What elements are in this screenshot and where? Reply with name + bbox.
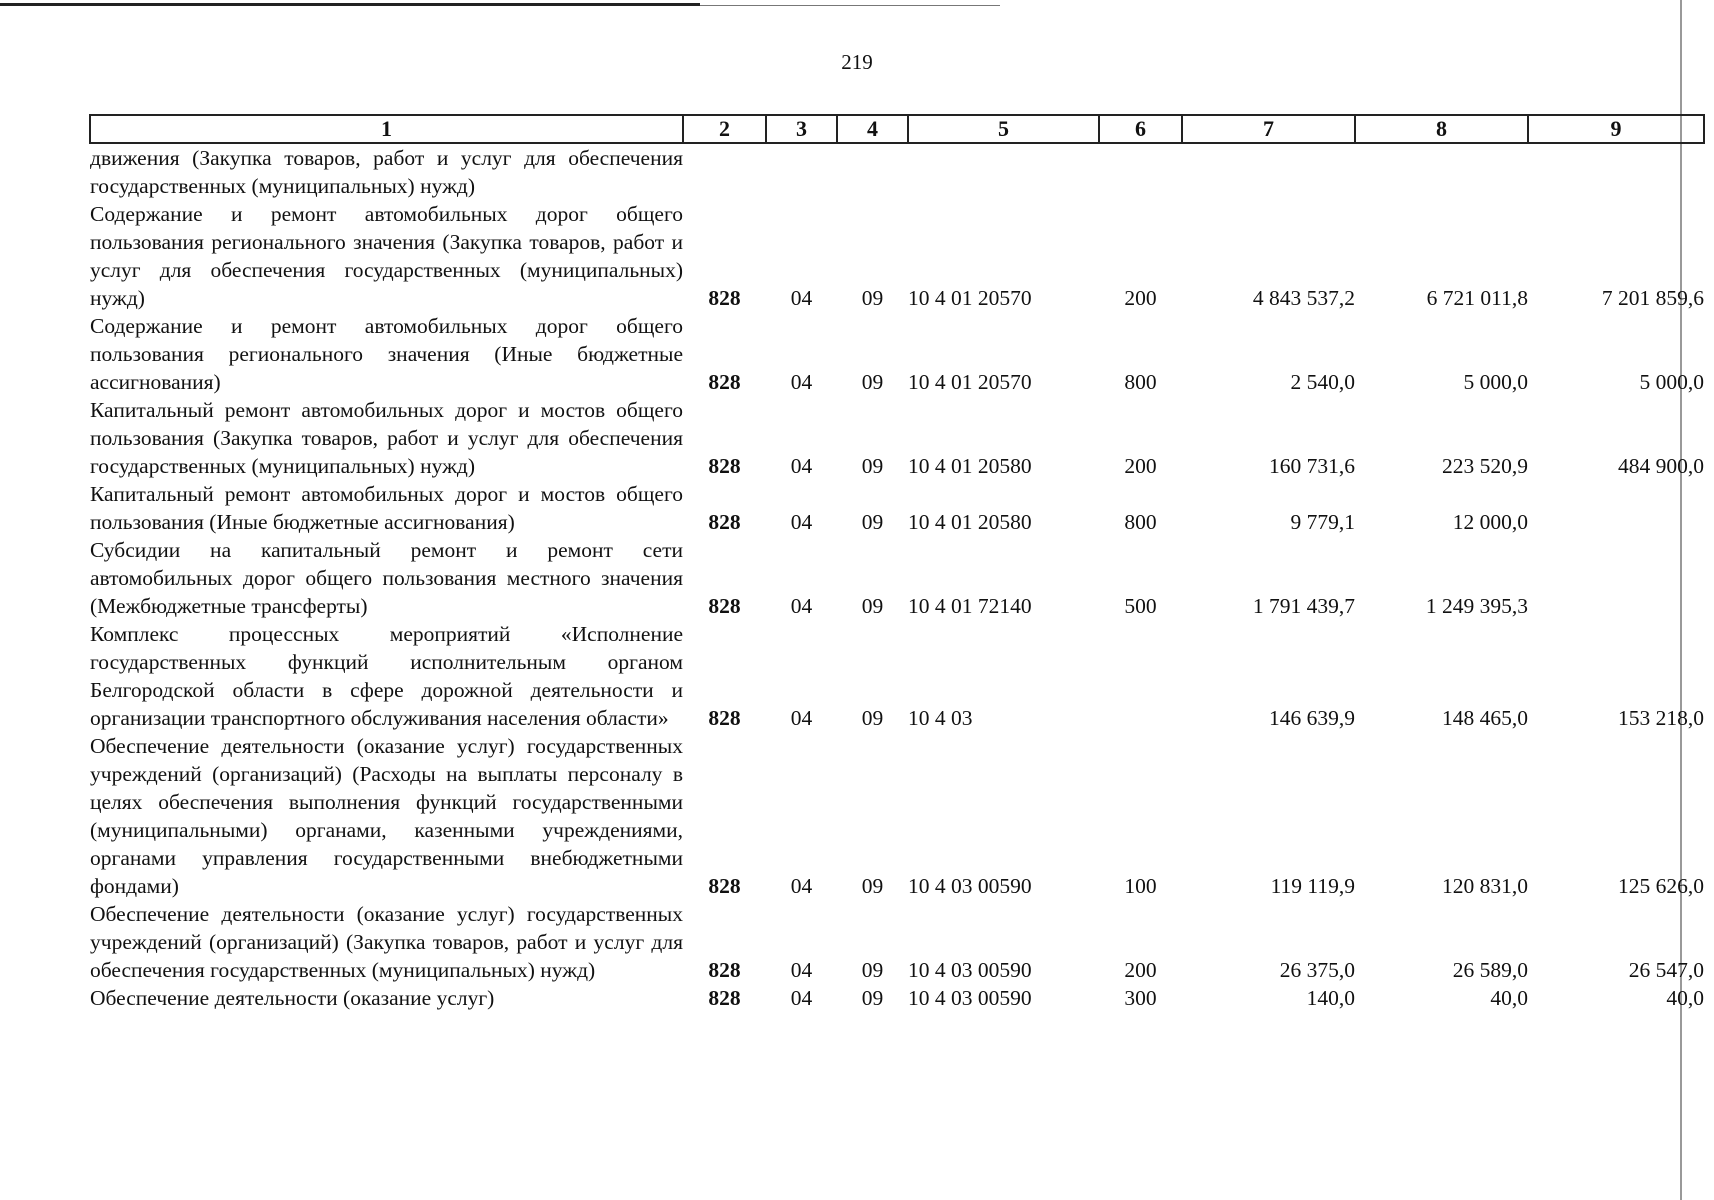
table-row	[90, 480, 1704, 536]
admin-code: 828	[708, 958, 741, 982]
amount-col-7: 146 639,9	[1269, 706, 1355, 730]
amount-col-8: 12 000,0	[1452, 510, 1528, 534]
subsection-code: 09	[861, 874, 884, 898]
table-row	[90, 312, 1704, 396]
amount-col-8: 5 000,0	[1463, 370, 1528, 394]
amount-col-9: 5 000,0	[1639, 370, 1704, 394]
target-article-code: 10 4 01 72140	[908, 594, 1032, 618]
target-article-code: 10 4 01 20580	[908, 454, 1032, 478]
section-code: 04	[790, 986, 813, 1010]
expense-type-code: 800	[1124, 510, 1157, 534]
section-code: 04	[790, 286, 813, 310]
target-article-code: 10 4 03 00590	[908, 958, 1032, 982]
section-code: 04	[790, 594, 813, 618]
expense-type-code: 800	[1124, 370, 1157, 394]
section-code: 04	[790, 958, 813, 982]
row-description: Обеспечение деятельности (оказание услуг) государственных учреждений (организаций) (Расходы на выплаты персоналу в целях обеспечения выполнения функций государственными (муниципальными) органами, казенными учреждениями, органами управления государственными внебюджетными фондами)	[90, 734, 683, 898]
amount-col-7: 140,0	[1306, 986, 1355, 1010]
amount-col-9: 153 218,0	[1618, 706, 1704, 730]
subsection-code: 09	[861, 706, 884, 730]
section-code: 04	[790, 454, 813, 478]
amount-col-9	[1528, 143, 1704, 200]
expense-type-code	[1099, 620, 1182, 732]
amount-col-7: 119 119,9	[1270, 874, 1355, 898]
budget-table	[89, 114, 1705, 1012]
table-row	[90, 396, 1704, 480]
header-col-3: 3	[766, 115, 837, 143]
target-article-code	[908, 143, 1099, 200]
row-description: Капитальный ремонт автомобильных дорог и мостов общего пользования (Иные бюджетные ассигнования)	[90, 482, 683, 534]
target-article-code: 10 4 03	[908, 706, 973, 730]
header-col-7: 7	[1182, 115, 1355, 143]
admin-code: 828	[708, 286, 741, 310]
amount-col-9: 40,0	[1666, 986, 1704, 1010]
table-body	[90, 143, 1704, 1012]
amount-col-7	[1182, 143, 1355, 200]
row-description: Капитальный ремонт автомобильных дорог и мостов общего пользования (Закупка товаров, работ и услуг для обеспечения государственных (муниципальных) нужд)	[90, 398, 683, 478]
subsection-code: 09	[861, 454, 884, 478]
subsection-code: 09	[861, 370, 884, 394]
row-description: Обеспечение деятельности (оказание услуг)	[90, 986, 495, 1010]
section-code: 04	[790, 706, 813, 730]
amount-col-7: 26 375,0	[1279, 958, 1355, 982]
amount-col-9	[1528, 480, 1704, 536]
target-article-code: 10 4 03 00590	[908, 874, 1032, 898]
target-article-code: 10 4 01 20570	[908, 286, 1032, 310]
amount-col-7: 160 731,6	[1269, 454, 1355, 478]
amount-col-9: 125 626,0	[1618, 874, 1704, 898]
admin-code: 828	[708, 454, 741, 478]
subsection-code: 09	[861, 510, 884, 534]
admin-code: 828	[708, 594, 741, 618]
amount-col-8: 6 721 011,8	[1426, 286, 1528, 310]
table-row	[90, 984, 1704, 1012]
page-number: 219	[841, 50, 873, 74]
target-article-code: 10 4 01 20580	[908, 510, 1032, 534]
header-col-9: 9	[1528, 115, 1704, 143]
subsection-code: 09	[861, 986, 884, 1010]
amount-col-9: 484 900,0	[1618, 454, 1704, 478]
header-row	[90, 115, 1704, 143]
table-row	[90, 620, 1704, 732]
table-header	[90, 115, 1704, 143]
amount-col-8: 26 589,0	[1452, 958, 1528, 982]
target-article-code: 10 4 01 20570	[908, 370, 1032, 394]
admin-code: 828	[708, 874, 741, 898]
admin-code: 828	[708, 510, 741, 534]
subsection-code: 09	[861, 594, 884, 618]
amount-col-8: 120 831,0	[1442, 874, 1528, 898]
row-description: Содержание и ремонт автомобильных дорог общего пользования регионального значения (Иные бюджетные ассигнования)	[90, 314, 683, 394]
subsection-code	[837, 143, 908, 200]
amount-col-8: 223 520,9	[1442, 454, 1528, 478]
admin-code: 828	[708, 706, 741, 730]
admin-code: 828	[708, 370, 741, 394]
amount-col-7: 9 779,1	[1290, 510, 1355, 534]
expense-type-code: 100	[1124, 874, 1157, 898]
section-code	[766, 143, 837, 200]
amount-col-7: 1 791 439,7	[1252, 594, 1355, 618]
table-row	[90, 900, 1704, 984]
expense-type-code	[1099, 143, 1182, 200]
amount-col-8	[1355, 143, 1528, 200]
subsection-code: 09	[861, 958, 884, 982]
row-description: Комплекс процессных мероприятий «Исполнение государственных функций исполнительным органом Белгородской области в сфере дорожной деятельности и организации транспортного обслуживания населения области»	[90, 622, 683, 730]
header-col-6: 6	[1099, 115, 1182, 143]
table-row	[90, 732, 1704, 900]
row-description: движения (Закупка товаров, работ и услуг для обеспечения государственных (муниципальных) нужд)	[90, 146, 683, 198]
section-code: 04	[790, 510, 813, 534]
amount-col-8: 40,0	[1490, 986, 1528, 1010]
expense-type-code: 300	[1124, 986, 1157, 1010]
amount-col-9: 26 547,0	[1628, 958, 1704, 982]
expense-type-code: 200	[1124, 958, 1157, 982]
admin-code	[683, 143, 766, 200]
amount-col-9	[1528, 536, 1704, 620]
section-code: 04	[790, 370, 813, 394]
subsection-code: 09	[861, 286, 884, 310]
row-description: Содержание и ремонт автомобильных дорог общего пользования регионального значения (Закупка товаров, работ и услуг для обеспечения государственных (муниципальных) нужд)	[90, 202, 683, 310]
amount-col-9: 7 201 859,6	[1601, 286, 1704, 310]
top-border-line	[0, 3, 700, 6]
expense-type-code: 200	[1124, 454, 1157, 478]
amount-col-8: 1 249 395,3	[1425, 594, 1528, 618]
amount-col-7: 4 843 537,2	[1252, 286, 1355, 310]
expense-type-code: 200	[1124, 286, 1157, 310]
expense-type-code: 500	[1124, 594, 1157, 618]
header-col-8: 8	[1355, 115, 1528, 143]
section-code: 04	[790, 874, 813, 898]
table-row	[90, 143, 1704, 200]
header-col-2: 2	[683, 115, 766, 143]
amount-col-8: 148 465,0	[1442, 706, 1528, 730]
row-description: Обеспечение деятельности (оказание услуг) государственных учреждений (организаций) (Закупка товаров, работ и услуг для обеспечения государственных (муниципальных) нужд)	[90, 902, 683, 982]
admin-code: 828	[708, 986, 741, 1010]
header-col-4: 4	[837, 115, 908, 143]
table-row	[90, 200, 1704, 312]
table-row	[90, 536, 1704, 620]
row-description: Субсидии на капитальный ремонт и ремонт сети автомобильных дорог общего пользования местного значения (Межбюджетные трансферты)	[90, 538, 683, 618]
amount-col-7: 2 540,0	[1290, 370, 1355, 394]
header-col-1: 1	[90, 115, 683, 143]
target-article-code: 10 4 03 00590	[908, 986, 1032, 1010]
top-border-line-thin	[700, 5, 1000, 6]
header-col-5: 5	[908, 115, 1099, 143]
